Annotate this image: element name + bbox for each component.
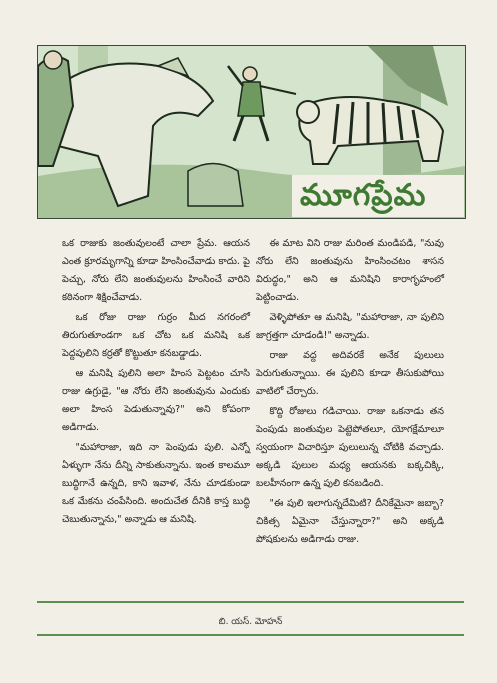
- paragraph: ఒక రాజుకు జంతువులంటే చాలా ప్రేమ. ఆయన ఎంత క్రూరమృగాన్ని కూడా హింసించేవాడు కాదు. పై పెచ్చు, నోరు లేని జంతువులను హింసించే వారిని కఠినంగా శిక్షించేవాడు.: [62, 238, 250, 303]
- author-byline: బి. యస్. మోహన్: [218, 617, 283, 627]
- story-title: మూగప్రేమ: [300, 178, 427, 213]
- divider-top: [37, 601, 464, 603]
- paragraph: కొద్ది రోజులు గడిచాయి. రాజు ఒకనాడు తన పెంపుడు జంతువుల పెట్టెపోతలూ, యోగక్షేమాలూ స్వయంగా విచారిస్తూ పులులున్న చోటికి వచ్చాడు. అక్కడి పులుల మధ్య ఆయనకు బక్కచిక్కి, బలహీనంగా ఉన్న పులి కనబడింది.: [256, 406, 444, 489]
- paragraph: రాజు వద్ద అదివరకే అనేక పులులు పెరుగుతున్నాయి. ఈ పులిని కూడా తీసుకుపోయి వాటిలో చేర్చారు.: [256, 350, 444, 397]
- paragraph: ఆ మనిషి పులిని అలా హింస పెట్టటం చూసి రాజు ఉగ్రుడై, "ఆ నోరు లేని జంతువును ఎందుకు అలా హింస పెడుతున్నావు?" అని కోపంగా అడిగాడు.: [62, 368, 250, 433]
- paragraph: "ఈ పులి ఇలాగున్నదేమిటి? దీనికేమైనా జబ్బా? చికిత్స ఏమైనా చేస్తున్నారా?" అని అక్కడి పోషకులను అడిగాడు రాజు.: [256, 498, 444, 545]
- paragraph: ఒక రోజు రాజు గుర్రం మీద నగరంలో తిరుగుతూండగా ఒక చోట ఒక మనిషి ఒక పెద్దపులిని కర్రతో కొట్టుతూ కనబడ్డాడు.: [62, 312, 250, 359]
- divider-bottom: [37, 634, 464, 636]
- left-column: [62, 235, 250, 531]
- paragraph: "మహారాజా, ఇది నా పెంపుడు పులి. ఎన్నో ఏళ్ళుగా నేను దీన్ని సాకుతున్నాను. ఇంత కాలమూ బుద్ధిగానే ఉన్నది, కాని ఇవాళ, నేను చూడకుండా ఒక మేకను చంపేసింది. అందుచేత దీనికి కాస్త బుద్ధి చెబుతున్నాను," అన్నాడు ఆ మనిషి.: [62, 442, 250, 525]
- paragraph: ఈ మాట విని రాజు మరింత మండిపడి, "నువు నోరు లేని జంతువును హింసించటం శాసన విరుద్ధం," అని ఆ మనిషిని కారాగృహంలో పెట్టించాడు.: [256, 238, 444, 303]
- right-column: [256, 235, 444, 551]
- paragraph: వెళ్ళిపోతూ ఆ మనిషి, "మహారాజా, నా పులిని జాగ్రత్తగా చూడండి!" అన్నాడు.: [256, 312, 444, 341]
